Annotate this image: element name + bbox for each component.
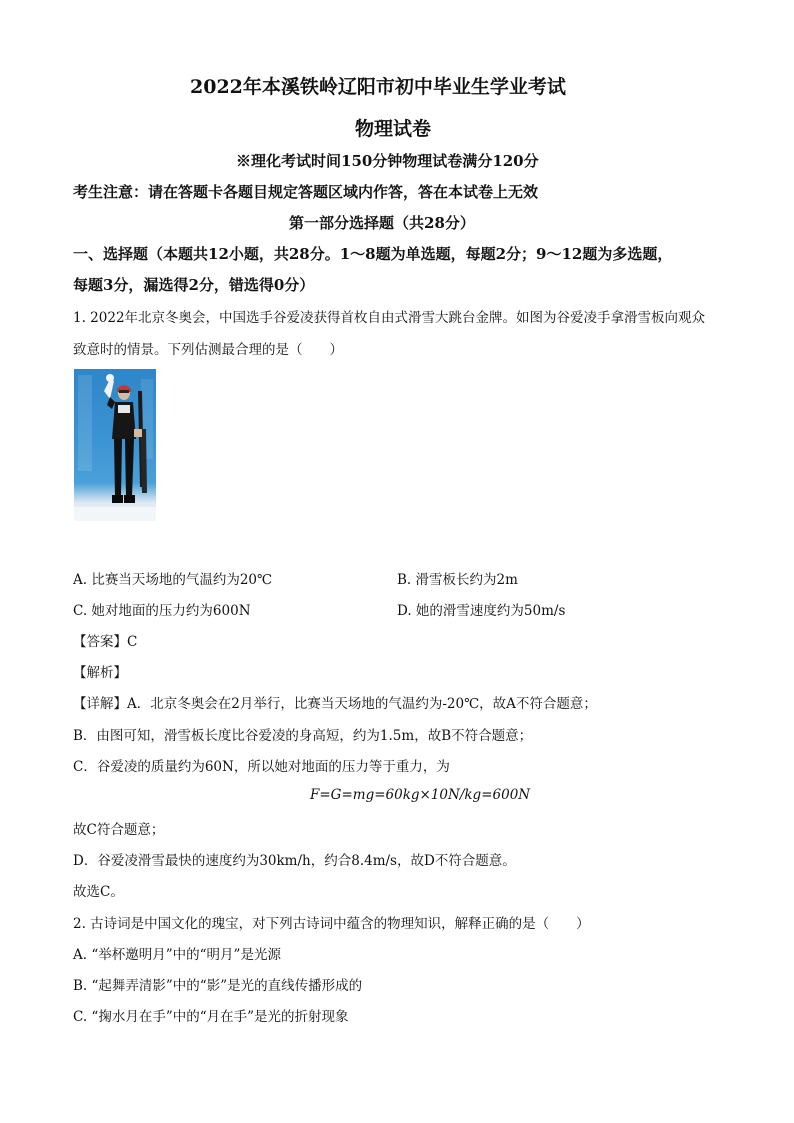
skier-figure bbox=[74, 369, 156, 521]
q1-detail-d: D．谷爱凌滑雪最快的速度约为30km/h，约合8.4m/s，故D不符合题意。 bbox=[73, 853, 516, 869]
q1-formula: F=G=mg=60kg×10N/kg=600N bbox=[310, 787, 531, 803]
detail-a-text: A．北京冬奥会在2月举行，比赛当天场地的气温约为-20℃，故A不符合题意； bbox=[127, 696, 597, 712]
skier-photo bbox=[74, 369, 156, 521]
notice: 考生注意：请在答题卡各题目规定答题区域内作答，答在本试卷上无效 bbox=[73, 183, 539, 201]
q1-option-a: A. 比赛当天场地的气温约为20℃ bbox=[73, 572, 273, 588]
answer-label: 【答案】 bbox=[73, 634, 127, 650]
time-note: ※理化考试时间150分钟物理试卷满分120分 bbox=[236, 152, 539, 170]
paper-subtitle: 物理试卷 bbox=[355, 118, 432, 140]
q2-option-b: B. “起舞弄清影”中的“影”是光的直线传播形成的 bbox=[73, 978, 363, 994]
section-heading: 第一部分选择题（共28分） bbox=[289, 214, 475, 232]
q1-stem-line1: 1. 2022年北京冬奥会，中国选手谷爱凌获得首枚自由式滑雪大跳台金牌。如图为谷爱凌手拿滑雪板向观众 bbox=[73, 310, 706, 326]
q1-option-d: D. 她的滑雪速度约为50m/s bbox=[397, 603, 566, 619]
exam-title: 2022年本溪铁岭辽阳市初中毕业生学业考试 bbox=[190, 76, 566, 98]
q1-stem-line2: 致意时的情景。下列估测最合理的是（ ） bbox=[73, 342, 343, 358]
q2-stem: 2. 古诗词是中国文化的瑰宝，对下列古诗词中蕴含的物理知识，解释正确的是（ ） bbox=[73, 916, 590, 932]
q1-detail-c-end: 故C符合题意； bbox=[73, 822, 165, 838]
q1-detail-c: C．谷爱凌的质量约为60N，所以她对地面的压力等于重力，为 bbox=[73, 759, 450, 775]
q1-detail-a bbox=[73, 692, 597, 712]
q1-option-c: C. 她对地面的压力约为600N bbox=[73, 603, 251, 619]
q1-answer-line bbox=[73, 630, 137, 650]
answer-value: C bbox=[127, 634, 138, 650]
q1-detail-b: B．由图可知，滑雪板长度比谷爱凌的身高短，约为1.5m，故B不符合题意； bbox=[73, 728, 533, 744]
q1-conclusion: 故选C。 bbox=[73, 884, 124, 900]
section-instructions-2: 每题3分，漏选得2分，错选得0分） bbox=[73, 276, 315, 294]
q1-option-b: B. 滑雪板长约为2m bbox=[397, 572, 518, 588]
q2-option-a: A. “举杯邀明月”中的“明月”是光源 bbox=[73, 947, 281, 963]
detail-label: 【详解】 bbox=[73, 696, 127, 712]
section-instructions-1: 一、选择题（本题共12小题，共28分。1～8题为单选题，每题2分；9～12题为多选题， bbox=[73, 245, 673, 263]
q2-option-c: C. “掬水月在手”中的“月在手”是光的折射现象 bbox=[73, 1009, 349, 1025]
analysis-label: 【解析】 bbox=[73, 665, 127, 681]
